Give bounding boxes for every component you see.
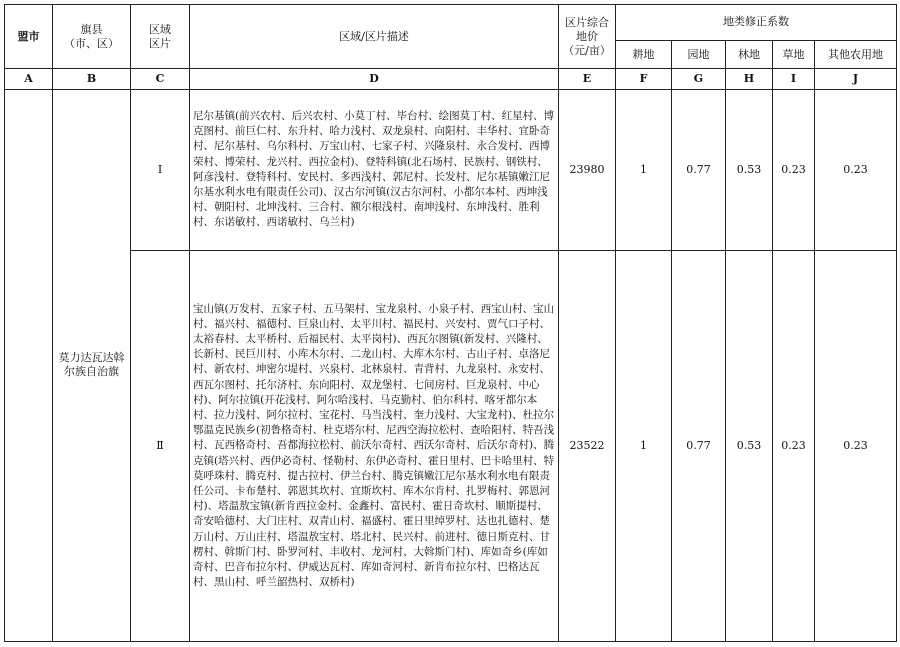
league-cell <box>5 89 53 641</box>
letter-cell: B <box>53 69 131 89</box>
land-price-table <box>4 4 897 642</box>
zone-cell: Ⅱ <box>131 250 190 641</box>
coef-forest: 0.53 <box>726 250 773 641</box>
zone-description: 宝山镇(万发村、五家子村、五马架村、宝龙泉村、小泉子村、西宝山村、宝山村、福兴村、福德村、巨泉山村、太平川村、福民村、兴安村、贾气口子村、太裕春村、太平桥村、后福民村、太平岗村)、西瓦尔图镇(新发村、兴隆村、长新村、民巨川村、小库木尔村、二龙山村、大库木尔村、古山子村、卓洛尼村、新农村、坤密尔堤村、兴泉村、北林泉村、青背村、九龙泉村、永安村、西瓦尔图村、托尔济村、东向阳村、双龙堡村、七间房村、巨龙泉村、中心村)、阿尔拉镇(开花浅村、阿尔哈浅村、马克勤村、伯尔科村、喀牙都尔本村、拉力浅村、阿尔拉村、宝花村、马当浅村、奎力浅村、大宝龙村)、杜拉尔鄂温克民族乡(初鲁格奇村、杜克塔尔村、尼西空海拉松村、查哈阳村、特吾浅村、瓦西格奇村、吾都海拉松村、前沃尔奇村、西沃尔奇村、后沃尔奇村)、腾克镇(塔兴村、西伊必奇村、怪勒村、东伊必奇村、霍日里村、巴卡哈里村、特莫呼珠村、腾克村、提古拉村、伊兰台村、腾克镇嫩江尼尔基水利水电有限责任公司、卡布楚村、郭恩其坎村、宜斯坎村、库木尔肯村、扎罗梅村、郭恩河村)、塔温敖宝镇(新肯西拉金村、金鑫村、富民村、霍日奇坎村、顺斯提村、奇安哈德村、大门庄村、双青山村、福盛村、霍日里绰罗村、达也扎德村、楚万山村、万山庄村、塔温敖宝村、塔北村、民兴村、前进村、德日斯克村、甘楞村、斡斯门村、卧罗河村、丰收村、龙河村、大斡斯门村)、库如奇乡(库如奇村、巴音布拉尔村、伊威达瓦村、库如奇河村、新肯布拉尔村、巴格达瓦村、黑山村、呼兰韶热村、双桥村) <box>190 250 559 641</box>
table-row <box>5 250 897 641</box>
header-league: 盟市 <box>5 5 53 69</box>
header-row-1 <box>5 5 897 41</box>
header-coef-grass: 草地 <box>773 40 815 69</box>
header-coef-group: 地类修正系数 <box>616 5 897 41</box>
letter-cell: E <box>559 69 616 89</box>
header-coef-garden: 园地 <box>672 40 726 69</box>
price-cell: 23980 <box>559 89 616 250</box>
zone-cell: Ⅰ <box>131 89 190 250</box>
table-row <box>5 89 897 250</box>
zone-description: 尼尔基镇(前兴农村、后兴农村、小莫丁村、毕台村、绘图莫丁村、红星村、博克图村、前巨仁村、东升村、哈力浅村、双龙泉村、向阳村、丰华村、宜卧奇村、尼尔基村、乌尔科村、万宝山村、七家子村、兴隆泉村、永合发村、西博荣村、博荣村、龙兴村、西拉金村)、登特科镇(北石场村、民族村、钢铁村、阿彦浅村、登特科村、安民村、多西浅村、郭尼村、长发村、尼尔基镇嫩江尼尔基水利水电有限责任公司)、汉古尔河镇(汉古尔河村、小都尔本村、西坤浅村、朝阳村、北坤浅村、三合村、额尔根浅村、南坤浅村、东坤浅村、胜利村、东诺敏村、西诺敏村、乌兰村) <box>190 89 559 250</box>
price-cell: 23522 <box>559 250 616 641</box>
letter-cell: C <box>131 69 190 89</box>
letter-cell: D <box>190 69 559 89</box>
letter-cell: A <box>5 69 53 89</box>
letter-cell: G <box>672 69 726 89</box>
header-price: 区片综合 地价 （元/亩） <box>559 5 616 69</box>
letter-row <box>5 69 897 89</box>
coef-garden: 0.77 <box>672 250 726 641</box>
letter-cell: I <box>773 69 815 89</box>
coef-garden: 0.77 <box>672 89 726 250</box>
header-zone: 区域 区片 <box>131 5 190 69</box>
county-cell: 莫力达瓦达斡尔族自治旗 <box>53 89 131 641</box>
coef-grass: 0.23 <box>773 89 815 250</box>
coef-other: 0.23 <box>815 89 897 250</box>
letter-cell: H <box>726 69 773 89</box>
letter-cell: F <box>616 69 672 89</box>
coef-cultivated: 1 <box>616 89 672 250</box>
header-coef-cultivated: 耕地 <box>616 40 672 69</box>
header-coef-forest: 林地 <box>726 40 773 69</box>
header-description: 区域/区片描述 <box>190 5 559 69</box>
header-coef-other: 其他农用地 <box>815 40 897 69</box>
coef-cultivated: 1 <box>616 250 672 641</box>
letter-cell: J <box>815 69 897 89</box>
coef-forest: 0.53 <box>726 89 773 250</box>
coef-other: 0.23 <box>815 250 897 641</box>
header-county: 旗县 （市、区） <box>53 5 131 69</box>
coef-grass: 0.23 <box>773 250 815 641</box>
